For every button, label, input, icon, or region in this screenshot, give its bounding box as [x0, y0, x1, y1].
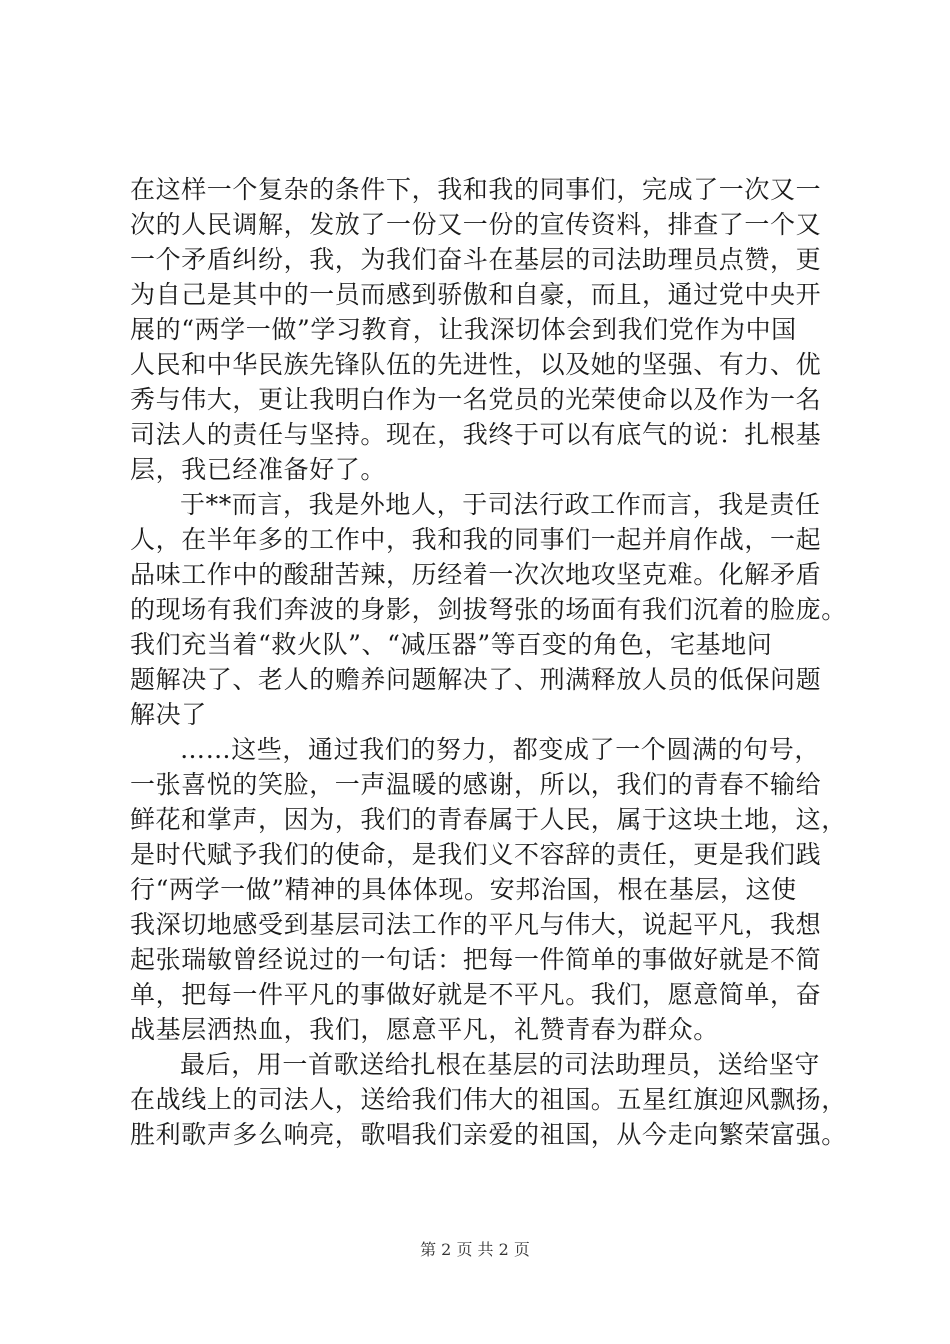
- text-line: 司法人的责任与坚持。现在，我终于可以有底气的说：扎根基: [130, 420, 822, 449]
- text-line: 人，在半年多的工作中，我和我的同事们一起并肩作战，一起: [130, 525, 822, 554]
- text-line: 最后，用一首歌送给扎根在基层的司法助理员，送给坚守: [180, 1050, 821, 1079]
- text-line: 的现场有我们奔波的身影，剑拔弩张的场面有我们沉着的脸庞。: [130, 595, 847, 624]
- text-line: 单，把每一件平凡的事做好就是不平凡。我们，愿意简单，奋: [130, 980, 822, 1009]
- text-line: 秀与伟大，更让我明白作为一名党员的光荣使命以及作为一名: [130, 385, 822, 414]
- text-line: 一个矛盾纠纷，我，为我们奋斗在基层的司法助理员点赞，更: [130, 245, 822, 274]
- text-line: 起张瑞敏曾经说过的一句话：把每一件简单的事做好就是不简: [130, 945, 822, 974]
- text-line: 在战线上的司法人，送给我们伟大的祖国。五星红旗迎风飘扬，: [130, 1085, 847, 1114]
- text-line: 鲜花和掌声，因为，我们的青春属于人民，属于这块土地，这，: [130, 805, 847, 834]
- text-line: 层，我已经准备好了。: [130, 455, 387, 484]
- document-body: [130, 172, 847, 1152]
- text-line: 次的人民调解，发放了一份又一份的宣传资料，排查了一个又: [130, 210, 822, 239]
- text-line: 品味工作中的酸甜苦辣，历经着一次次地攻坚克难。化解矛盾: [130, 560, 822, 589]
- text-line: 为自己是其中的一员而感到骄傲和自豪，而且，通过党中央开: [130, 280, 822, 309]
- text-line: 战基层洒热血，我们，愿意平凡，礼赞青春为群众。: [130, 1015, 719, 1044]
- page-footer: 第 2 页 共 2 页: [420, 1240, 530, 1259]
- text-line: 我深切地感受到基层司法工作的平凡与伟大，说起平凡，我想: [130, 910, 822, 939]
- text-line: 一张喜悦的笑脸，一声温暖的感谢，所以，我们的青春不输给: [130, 770, 822, 799]
- text-line: 行“两学一做”精神的具体体现。安邦治国，根在基层，这使: [130, 875, 797, 904]
- text-line: 人民和中华民族先锋队伍的先进性，以及她的坚强、有力、优: [130, 350, 822, 379]
- text-line: 是时代赋予我们的使命，是我们义不容辞的责任，更是我们践: [130, 840, 822, 869]
- text-line: 解决了: [130, 700, 207, 729]
- text-line: 于**而言，我是外地人，于司法行政工作而言，我是责任: [180, 490, 821, 519]
- text-line: 我们充当着“救火队”、“减压器”等百变的角色，宅基地问: [130, 630, 773, 659]
- text-line: 展的“两学一做”学习教育，让我深切体会到我们党作为中国: [130, 315, 797, 344]
- text-line: 在这样一个复杂的条件下，我和我的同事们，完成了一次又一: [130, 175, 822, 204]
- text-line: 题解决了、老人的赡养问题解决了、刑满释放人员的低保问题: [130, 665, 822, 694]
- text-line: 胜利歌声多么响亮，歌唱我们亲爱的祖国，从今走向繁荣富强。: [130, 1120, 847, 1149]
- text-line: ……这些，通过我们的努力，都变成了一个圆满的句号，: [180, 735, 821, 764]
